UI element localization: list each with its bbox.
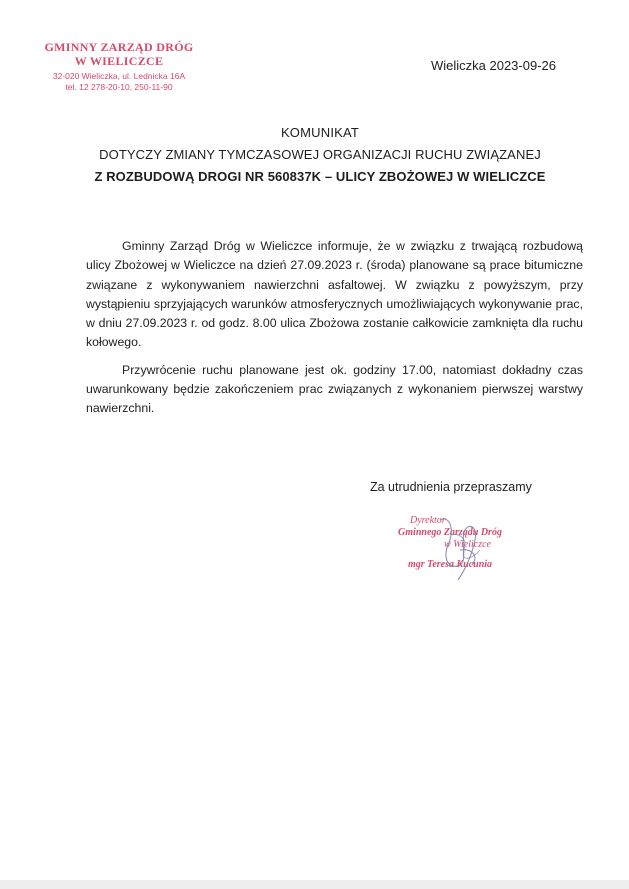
- document-body: [86, 237, 583, 427]
- document-subtitle-line1: DOTYCZY ZMIANY TYMCZASOWEJ ORGANIZACJI RUCHU ZWIĄZANEJ: [99, 147, 541, 162]
- stamp-org-name: GMINNY ZARZĄD DRÓG: [44, 40, 194, 54]
- closing-apology: Za utrudnienia przepraszamy: [370, 480, 532, 494]
- title-block: [60, 122, 580, 188]
- stamp-org-city: W WIELICZCE: [74, 54, 164, 68]
- page-bottom-edge: [0, 880, 629, 889]
- document-subtitle-line2: Z ROZBUDOWĄ DROGI NR 560837K – ULICY ZBOŻOWEJ W WIELICZCE: [94, 169, 546, 184]
- office-stamp: [34, 40, 204, 93]
- document-title: KOMUNIKAT: [280, 125, 360, 140]
- signature-role: Dyrektor: [410, 515, 446, 526]
- signature-name: mgr Teresa Kucunia: [407, 559, 493, 570]
- document-date: Wieliczka 2023-09-26: [430, 58, 556, 73]
- handwritten-signature: [420, 510, 500, 585]
- signature-org: Gminnego Zarządu Dróg: [398, 527, 502, 538]
- stamp-phone: tel. 12 278-20-10, 250-11-90: [65, 82, 173, 92]
- body-paragraph-2: Przywrócenie ruchu planowane jest ok. godziny 17.00, natomiast dokładny czas uwarunkowany będzie zakończeniem prac związanych z wykonaniem pierwszej warstwy nawierzchni.: [86, 362, 583, 416]
- body-paragraph-1: Gminny Zarząd Dróg w Wieliczce informuje, że w związku z trwającą rozbudową ulicy Zbożowej w Wieliczce na dzień 27.09.2023 r. (środa) planowane są prace bitumiczne związane z wykonywaniem nawierzchni asfaltowej. W związku z powyższym, przy wystąpieniu sprzyjających warunków atmosferycznych umożliwiających wykonywanie prac, w dniu 27.09.2023 r. od godz. 8.00 ulica Zbożowa zostanie całkowicie zamknięta dla ruchu kołowego.: [86, 239, 583, 350]
- signature-city: w Wieliczce: [444, 539, 491, 550]
- stamp-address: 32-020 Wieliczka, ul. Lednicka 16A: [52, 71, 186, 81]
